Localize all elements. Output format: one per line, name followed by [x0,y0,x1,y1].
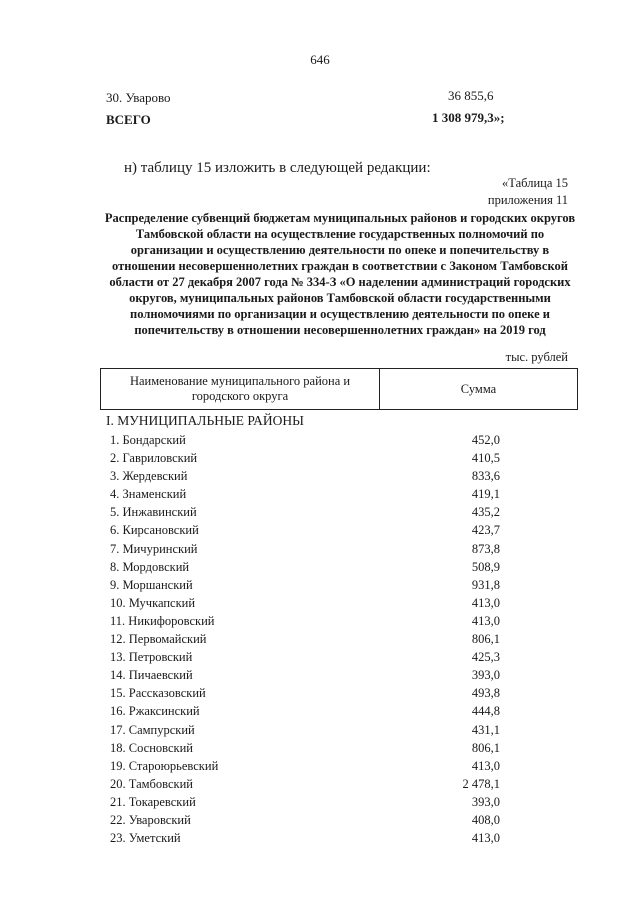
header-sum-column: Сумма [460,381,497,396]
district-sum: 508,9 [471,559,500,574]
district-name: 15. Рассказовский [110,686,206,701]
district-name: 10. Мучкапский [110,595,196,610]
district-rows [110,431,500,847]
table-row [110,811,500,829]
document-heading: Распределение субвенций бюджетам муниципальных районов и городских округов Тамбовской области на осуществление государственных полномочий по организации и осуществлению деятельности по опеке и попечительству в отношении несовершеннолетних граждан в соответствии с Законом Тамбовской области от 27 декабря 2007 года № 334-З «О наделении администраций городских округов, муниципальных районов Тамбовской области государственными полномочиями по организации и осуществлению деятельности по опеке и попечительству в отношении несовершеннолетних граждан» на 2019 год [104,211,576,337]
district-name: 3. Жердевский [110,469,188,484]
total-value: 1 308 979,3»; [432,110,505,125]
district-sum: 413,0 [471,831,500,846]
table-row [110,648,500,666]
district-sum: 408,0 [471,812,500,827]
district-sum: 806,1 [471,632,500,647]
table-row [110,594,500,612]
district-sum: 435,2 [471,505,500,520]
table-reference [488,175,568,209]
table-row [110,612,500,630]
district-sum: 444,8 [471,704,500,719]
table-row [110,431,500,449]
district-sum: 423,7 [471,523,500,538]
district-sum: 419,1 [471,487,500,502]
table-row [110,739,500,757]
district-name: 22. Уваровский [110,812,191,827]
table-row [110,793,500,811]
page-number: 646 [310,52,330,67]
header-name-column: Наименование муниципального района и городского округа [101,369,380,409]
district-sum: 806,1 [471,740,500,755]
district-name: 18. Сосновский [110,740,193,755]
district-name: 5. Инжавинский [110,505,197,520]
table-row [110,449,500,467]
district-sum: 393,0 [471,668,500,683]
district-sum: 452,0 [471,433,500,447]
amendment-instruction: н) таблицу 15 изложить в следующей редакции: [124,160,431,176]
district-name: 11. Никифоровский [110,613,215,628]
district-name: 20. Тамбовский [110,776,193,791]
district-name: 12. Первомайский [110,632,207,647]
table-row [110,757,500,775]
table-row [110,521,500,539]
table-row [110,576,500,594]
district-name: 1. Бондарский [110,433,186,447]
units-label: тыс. рублей [505,350,568,364]
district-sum: 413,0 [471,758,500,773]
table-row [110,467,500,485]
district-sum: 413,0 [471,613,500,628]
total-label: ВСЕГО [106,112,151,127]
table-row [110,630,500,648]
district-name: 7. Мичуринский [110,541,198,556]
section-title: I. МУНИЦИПАЛЬНЫЕ РАЙОНЫ [106,413,304,428]
district-name: 2. Гавриловский [110,451,198,466]
district-name: 13. Петровский [110,650,193,665]
district-name: 23. Уметский [110,831,181,846]
table-row [110,829,500,847]
district-name: 14. Пичаевский [110,668,193,683]
table-row [110,666,500,684]
table-row [110,558,500,576]
table-row [110,721,500,739]
district-sum: 425,3 [471,650,500,665]
district-name: 16. Ржаксинский [110,704,200,719]
table-row [110,485,500,503]
prior-row-value: 36 855,6 [448,88,494,103]
district-name: 6. Кирсановский [110,523,199,538]
table-row [110,775,500,793]
district-sum: 410,5 [471,451,500,466]
table-reference-line1: «Таблица 15 [502,176,568,190]
district-sum: 413,0 [471,595,500,610]
table-reference-line2: приложения 11 [487,193,568,207]
district-name: 19. Староюрьевский [110,758,219,773]
district-sum: 2 478,1 [462,776,500,791]
district-sum: 431,1 [471,722,500,737]
prior-row-name: 30. Уварово [106,90,171,105]
district-sum: 931,8 [471,577,500,592]
table-row [110,702,500,720]
table-row [110,503,500,521]
district-sum: 873,8 [471,541,500,556]
table-header [100,368,578,410]
district-name: 9. Моршанский [110,577,193,592]
district-name: 17. Сампурский [110,722,195,737]
district-name: 4. Знаменский [110,487,187,502]
district-name: 8. Мордовский [110,559,190,574]
district-name: 21. Токаревский [110,794,196,809]
district-sum: 833,6 [471,469,500,484]
table-row [110,540,500,558]
district-sum: 493,8 [471,686,500,701]
district-sum: 393,0 [471,794,500,809]
table-row [110,684,500,702]
